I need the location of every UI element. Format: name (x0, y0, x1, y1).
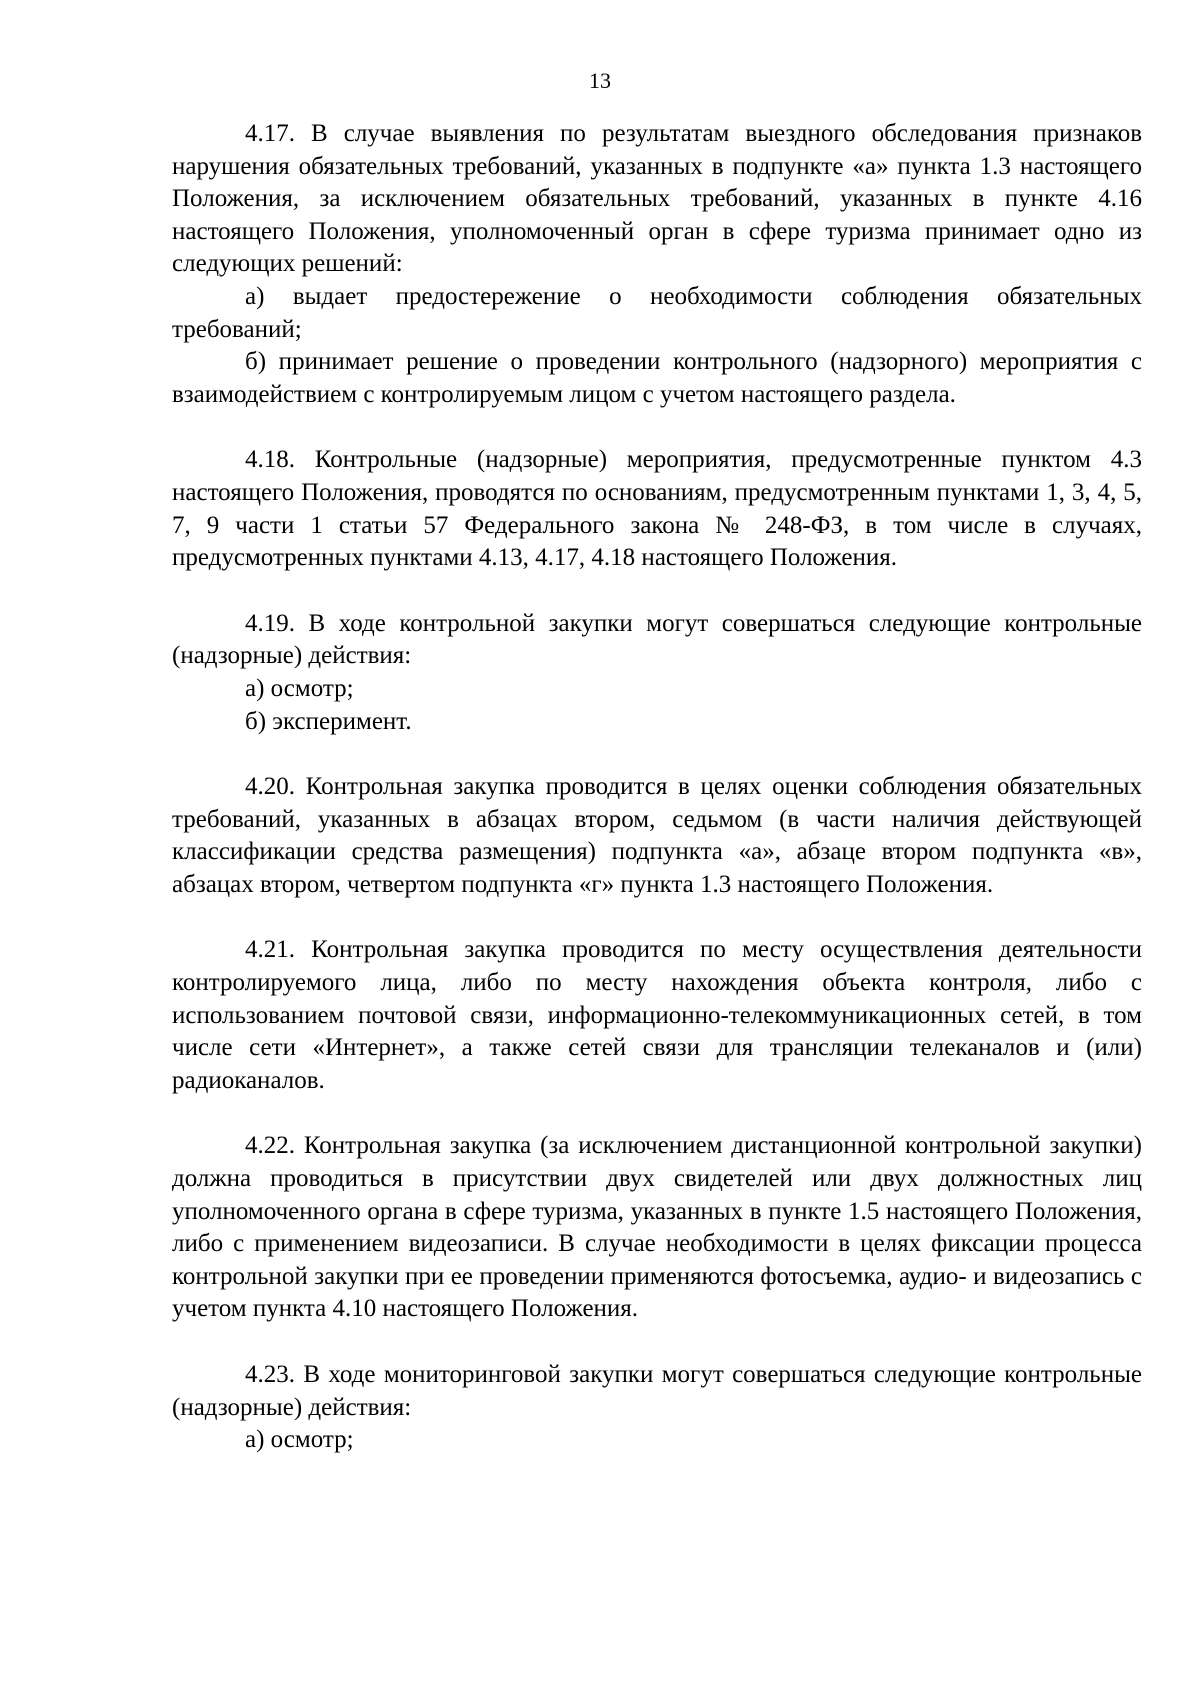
paragraph-gap (172, 738, 1142, 771)
document-body (172, 118, 1142, 1457)
section-4-19-item-a: а) осмотр; (245, 674, 354, 702)
page-number: 13 (589, 68, 611, 93)
section-4-23-intro: 4.23. В ходе мониторинговой закупки могут совершаться следующие контрольные (надзорные) действия: (172, 1361, 1142, 1421)
paragraph-gap (172, 411, 1142, 444)
section-4-19-intro: 4.19. В ходе контрольной закупки могут совершаться следующие контрольные (надзорные) действия: (172, 609, 1142, 670)
section-4-17-item-a: а) выдает предостережение о необходимости соблюдения обязательных требований; (172, 282, 1142, 343)
section-4-17-item-b: б) принимает решение о проведении контрольного (надзорного) мероприятия с взаимодействием с контролируемым лицом с учетом настоящего раздела. (172, 348, 1142, 408)
section-4-20: 4.20. Контрольная закупка проводится в целях оценки соблюдения обязательных требований, указанных в абзацах втором, седьмом (в части наличия действующей классификации средства размещения) подпункта «а», абзаце втором подпункта «в», абзацах втором, четвертом подпункта «г» пункта 1.3 настоящего Положения. (172, 773, 1142, 898)
paragraph-gap (172, 1326, 1142, 1359)
section-4-19-item-b: б) эксперимент. (245, 707, 412, 735)
section-4-23-item-a: а) осмотр; (245, 1426, 354, 1454)
section-4-18: 4.18. Контрольные (надзорные) мероприятия, предусмотренные пунктом 4.3 настоящего Положения, проводятся по основаниям, предусмотренным пунктами 1, 3, 4, 5, 7, 9 части 1 статьи 57 Федерального закона № 248-ФЗ, в том числе в случаях, предусмотренных пунктами 4.13, 4.17, 4.18 настоящего Положения. (172, 446, 1142, 572)
section-4-17-intro: 4.17. В случае выявления по результатам выездного обследования признаков нарушения обязательных требований, указанных в подпункте «а» пункта 1.3 настоящего Положения, за исключением обязательных требований, указанных в пункте 4.16 настоящего Положения, уполномоченный орган в сфере туризма принимает одно из следующих решений: (172, 120, 1142, 278)
paragraph-gap (172, 1097, 1142, 1130)
paragraph-gap (172, 901, 1142, 934)
section-4-22: 4.22. Контрольная закупка (за исключением дистанционной контрольной закупки) должна проводиться в присутствии двух свидетелей или двух должностных лиц уполномоченного органа в сфере туризма, указанных в пункте 1.5 настоящего Положения, либо с применением видеозаписи. В случае необходимости в целях фиксации процесса контрольной закупки при ее проведении применяются фотосъемка, аудио- и видеозапись с учетом пункта 4.10 настоящего Положения. (172, 1132, 1142, 1323)
paragraph-gap (172, 575, 1142, 608)
section-4-21: 4.21. Контрольная закупка проводится по месту осуществления деятельности контролируемого лица, либо по месту нахождения объекта контроля, либо с использованием почтовой связи, информационно-телекоммуникационных сетей, в том числе сети «Интернет», а также сетей связи для трансляции телеканалов и (или) радиоканалов. (172, 936, 1142, 1094)
